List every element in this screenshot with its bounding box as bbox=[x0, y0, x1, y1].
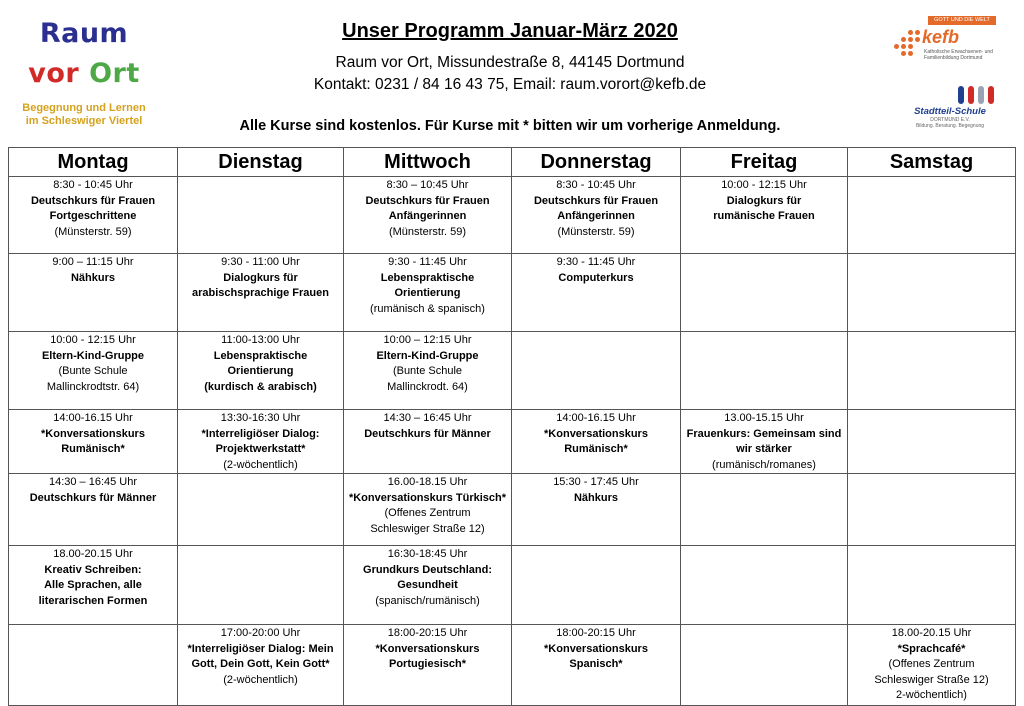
day-header-montag: Montag bbox=[9, 148, 178, 177]
course-time: 16:30-18:45 Uhr bbox=[387, 548, 468, 560]
course-note: (Münsterstr. 59) bbox=[54, 225, 132, 238]
course-title: *Interreligiöser Dialog: Projektwerkstatt* bbox=[201, 427, 320, 455]
course-title: Nähkurs bbox=[573, 491, 619, 504]
stadtteil-schule-subtitle: Bildung. Beratung. Begegnung bbox=[915, 123, 985, 129]
course-cell-montag bbox=[9, 546, 178, 625]
course-cell-mittwoch bbox=[344, 332, 512, 410]
course-time: 18.00-20.15 Uhr bbox=[891, 627, 972, 639]
stadtteil-schule-name: Stadtteil-Schule bbox=[914, 106, 986, 117]
course-cell-donnerstag bbox=[512, 254, 681, 332]
course-cell-samstag bbox=[848, 474, 1016, 546]
course-note: (Bunte Schule Mallinckrodt. 64) bbox=[387, 365, 468, 393]
course-title: Dialogkurs für rumänische Frauen bbox=[713, 194, 815, 222]
course-time: 13:30-16:30 Uhr bbox=[220, 412, 301, 424]
course-cell-samstag bbox=[848, 177, 1016, 254]
course-cell-freitag bbox=[681, 177, 848, 254]
course-title: Eltern-Kind-Gruppe bbox=[41, 349, 145, 362]
logo-word-raum: Raum bbox=[39, 18, 129, 49]
course-cell-freitag bbox=[681, 254, 848, 332]
course-title: Deutschkurs für Frauen Anfängerinnen bbox=[365, 194, 490, 222]
course-cell-dienstag bbox=[178, 177, 344, 254]
day-header-freitag: Freitag bbox=[681, 148, 848, 177]
course-cell-freitag bbox=[681, 474, 848, 546]
course-time: 16.00-18.15 Uhr bbox=[387, 476, 468, 488]
course-cell-samstag bbox=[848, 332, 1016, 410]
course-note: (rumänisch & spanisch) bbox=[370, 302, 485, 315]
logo-tagline-line2: im Schleswiger Viertel bbox=[25, 115, 143, 127]
logo-line-vor-ort bbox=[14, 58, 154, 90]
course-note: (2-wöchentlich) bbox=[223, 673, 298, 686]
course-time: 9:30 - 11:00 Uhr bbox=[221, 256, 300, 268]
document-header bbox=[250, 18, 770, 96]
course-note: (Münsterstr. 59) bbox=[557, 225, 635, 238]
course-cell-freitag bbox=[681, 410, 848, 474]
course-cell-dienstag bbox=[178, 410, 344, 474]
timetable-row bbox=[9, 625, 1016, 706]
course-title: *Konversationskurs Rumänisch* bbox=[544, 427, 648, 455]
course-title: Deutschkurs für Männer bbox=[29, 491, 157, 504]
course-cell-samstag bbox=[848, 546, 1016, 625]
course-time: 8:30 - 10:45 Uhr bbox=[53, 179, 133, 191]
course-cell-mittwoch bbox=[344, 546, 512, 625]
course-title: *Konversationskurs Türkisch* bbox=[348, 491, 507, 504]
stadtteil-schule-city: DORTMUND E.V. bbox=[930, 117, 970, 123]
weekly-timetable bbox=[8, 147, 1016, 706]
timetable-row bbox=[9, 410, 1016, 474]
course-cell-dienstag bbox=[178, 332, 344, 410]
raum-vor-ort-logo bbox=[14, 18, 154, 128]
course-cell-mittwoch bbox=[344, 474, 512, 546]
course-cell-mittwoch bbox=[344, 625, 512, 706]
course-title: Lebenspraktische Orientierung (kurdisch & arabisch) bbox=[204, 349, 317, 393]
course-note: (Bunte Schule Mallinckrodtstr. 64) bbox=[46, 365, 140, 393]
course-title: Grundkurs Deutschland: Gesundheit bbox=[363, 563, 492, 591]
course-cell-samstag bbox=[848, 410, 1016, 474]
course-title: *Interreligiöser Dialog: Mein Gott, Dein Gott, Kein Gott* bbox=[187, 642, 334, 670]
course-time: 8:30 – 10:45 Uhr bbox=[386, 179, 469, 191]
course-time: 14:30 – 16:45 Uhr bbox=[48, 476, 138, 488]
course-cell-dienstag bbox=[178, 474, 344, 546]
kefb-logo-name: kefb bbox=[922, 27, 960, 47]
course-time: 10:00 - 12:15 Uhr bbox=[50, 334, 136, 346]
course-title: Dialogkurs für arabischsprachige Frauen bbox=[192, 271, 329, 299]
course-time: 9:30 - 11:45 Uhr bbox=[556, 256, 636, 268]
course-title: *Konversationskurs Spanisch* bbox=[544, 642, 648, 670]
course-cell-montag bbox=[9, 410, 178, 474]
course-note: (spanisch/rumänisch) bbox=[375, 594, 480, 607]
kefb-dots-icon bbox=[890, 28, 920, 62]
course-cell-donnerstag bbox=[512, 625, 681, 706]
course-cell-donnerstag bbox=[512, 332, 681, 410]
course-time: 18:00-20:15 Uhr bbox=[387, 627, 468, 639]
timetable-row bbox=[9, 546, 1016, 625]
course-time: 17:00-20:00 Uhr bbox=[220, 627, 301, 639]
course-title: *Konversationskurs Portugiesisch* bbox=[375, 642, 480, 670]
course-cell-donnerstag bbox=[512, 410, 681, 474]
kefb-logo-band: GOTT UND DIE WELT bbox=[928, 16, 996, 25]
day-header-donnerstag: Donnerstag bbox=[512, 148, 681, 177]
course-time: 14:30 – 16:45 Uhr bbox=[383, 412, 472, 424]
course-cell-freitag bbox=[681, 546, 848, 625]
course-note: (rumänisch/romanes) bbox=[712, 458, 816, 471]
course-cell-dienstag bbox=[178, 546, 344, 625]
course-cell-mittwoch bbox=[344, 410, 512, 474]
timetable-row bbox=[9, 254, 1016, 332]
contact-line: Kontakt: 0231 / 84 16 43 75, Email: raum.vorort@kefb.de bbox=[313, 76, 707, 93]
course-note: (Offenes Zentrum Schleswiger Straße 12) 2-wöchentlich) bbox=[874, 658, 989, 701]
course-cell-mittwoch bbox=[344, 177, 512, 254]
course-cell-montag bbox=[9, 177, 178, 254]
timetable-row bbox=[9, 177, 1016, 254]
course-cell-samstag bbox=[848, 625, 1016, 706]
logo-word-vor: vor bbox=[28, 58, 80, 89]
course-time: 14:00-16.15 Uhr bbox=[556, 412, 636, 424]
free-courses-notice: Alle Kurse sind kostenlos. Für Kurse mit * bitten wir um vorherige Anmeldung. bbox=[239, 118, 781, 134]
stadtteil-schule-logo bbox=[900, 84, 1000, 132]
course-title: Lebenspraktische Orientierung bbox=[380, 271, 475, 299]
timetable-header-row bbox=[9, 148, 1016, 177]
course-time: 18:00-20:15 Uhr bbox=[556, 627, 636, 639]
course-title: *Sprachcafé* bbox=[897, 642, 966, 655]
course-time: 8:30 - 10:45 Uhr bbox=[556, 179, 636, 191]
course-time: 13.00-15.15 Uhr bbox=[724, 412, 804, 424]
course-title: Nähkurs bbox=[70, 271, 116, 284]
address-line: Raum vor Ort, Missundestraße 8, 44145 Dortmund bbox=[335, 54, 685, 71]
course-cell-dienstag bbox=[178, 254, 344, 332]
page-title: Unser Programm Januar-März 2020 bbox=[342, 20, 678, 42]
course-time: 14:00-16.15 Uhr bbox=[53, 412, 133, 424]
course-title: Kreativ Schreiben: Alle Sprachen, alle literarischen Formen bbox=[38, 563, 148, 607]
logo-tagline-line1: Begegnung und Lernen bbox=[22, 102, 146, 114]
logo-tagline bbox=[14, 102, 154, 128]
course-cell-montag bbox=[9, 332, 178, 410]
course-cell-donnerstag bbox=[512, 546, 681, 625]
course-cell-mittwoch bbox=[344, 254, 512, 332]
day-header-dienstag: Dienstag bbox=[178, 148, 344, 177]
course-time: 10:00 – 12:15 Uhr bbox=[383, 334, 472, 346]
course-title: Deutschkurs für Frauen Anfängerinnen bbox=[533, 194, 659, 222]
kefb-logo-subtitle: Katholische Erwachsenen- und Familienbildung Dortmund bbox=[924, 49, 993, 61]
course-time: 9:30 - 11:45 Uhr bbox=[388, 256, 467, 268]
course-note: (Offenes Zentrum Schleswiger Straße 12) bbox=[370, 507, 485, 535]
course-cell-donnerstag bbox=[512, 177, 681, 254]
course-cell-donnerstag bbox=[512, 474, 681, 546]
course-time: 11:00-13:00 Uhr bbox=[221, 334, 300, 346]
course-time: 18.00-20.15 Uhr bbox=[53, 548, 133, 560]
day-header-samstag: Samstag bbox=[848, 148, 1016, 177]
course-note: (2-wöchentlich) bbox=[223, 458, 298, 471]
course-cell-montag bbox=[9, 474, 178, 546]
course-cell-freitag bbox=[681, 332, 848, 410]
day-header-mittwoch: Mittwoch bbox=[344, 148, 512, 177]
course-cell-montag bbox=[9, 254, 178, 332]
course-cell-freitag bbox=[681, 625, 848, 706]
kefb-logo bbox=[888, 14, 998, 68]
timetable-row bbox=[9, 474, 1016, 546]
course-title: *Konversationskurs Rumänisch* bbox=[41, 427, 145, 455]
people-figures-icon bbox=[900, 84, 1000, 106]
course-note: (Münsterstr. 59) bbox=[388, 225, 467, 238]
course-time: 10:00 - 12:15 Uhr bbox=[721, 179, 807, 191]
logo-word-ort: Ort bbox=[89, 58, 140, 89]
course-cell-samstag bbox=[848, 254, 1016, 332]
course-title: Deutschkurs für Frauen Fortgeschrittene bbox=[30, 194, 156, 222]
course-title: Computerkurs bbox=[558, 271, 634, 284]
course-time: 9:00 – 11:15 Uhr bbox=[52, 256, 134, 268]
timetable-row bbox=[9, 332, 1016, 410]
course-title: Eltern-Kind-Gruppe bbox=[376, 349, 479, 362]
course-cell-dienstag bbox=[178, 625, 344, 706]
course-cell-montag bbox=[9, 625, 178, 706]
course-title: Frauenkurs: Gemeinsam sind wir stärker bbox=[686, 427, 842, 455]
course-time: 15:30 - 17:45 Uhr bbox=[553, 476, 639, 488]
course-title: Deutschkurs für Männer bbox=[364, 427, 491, 440]
